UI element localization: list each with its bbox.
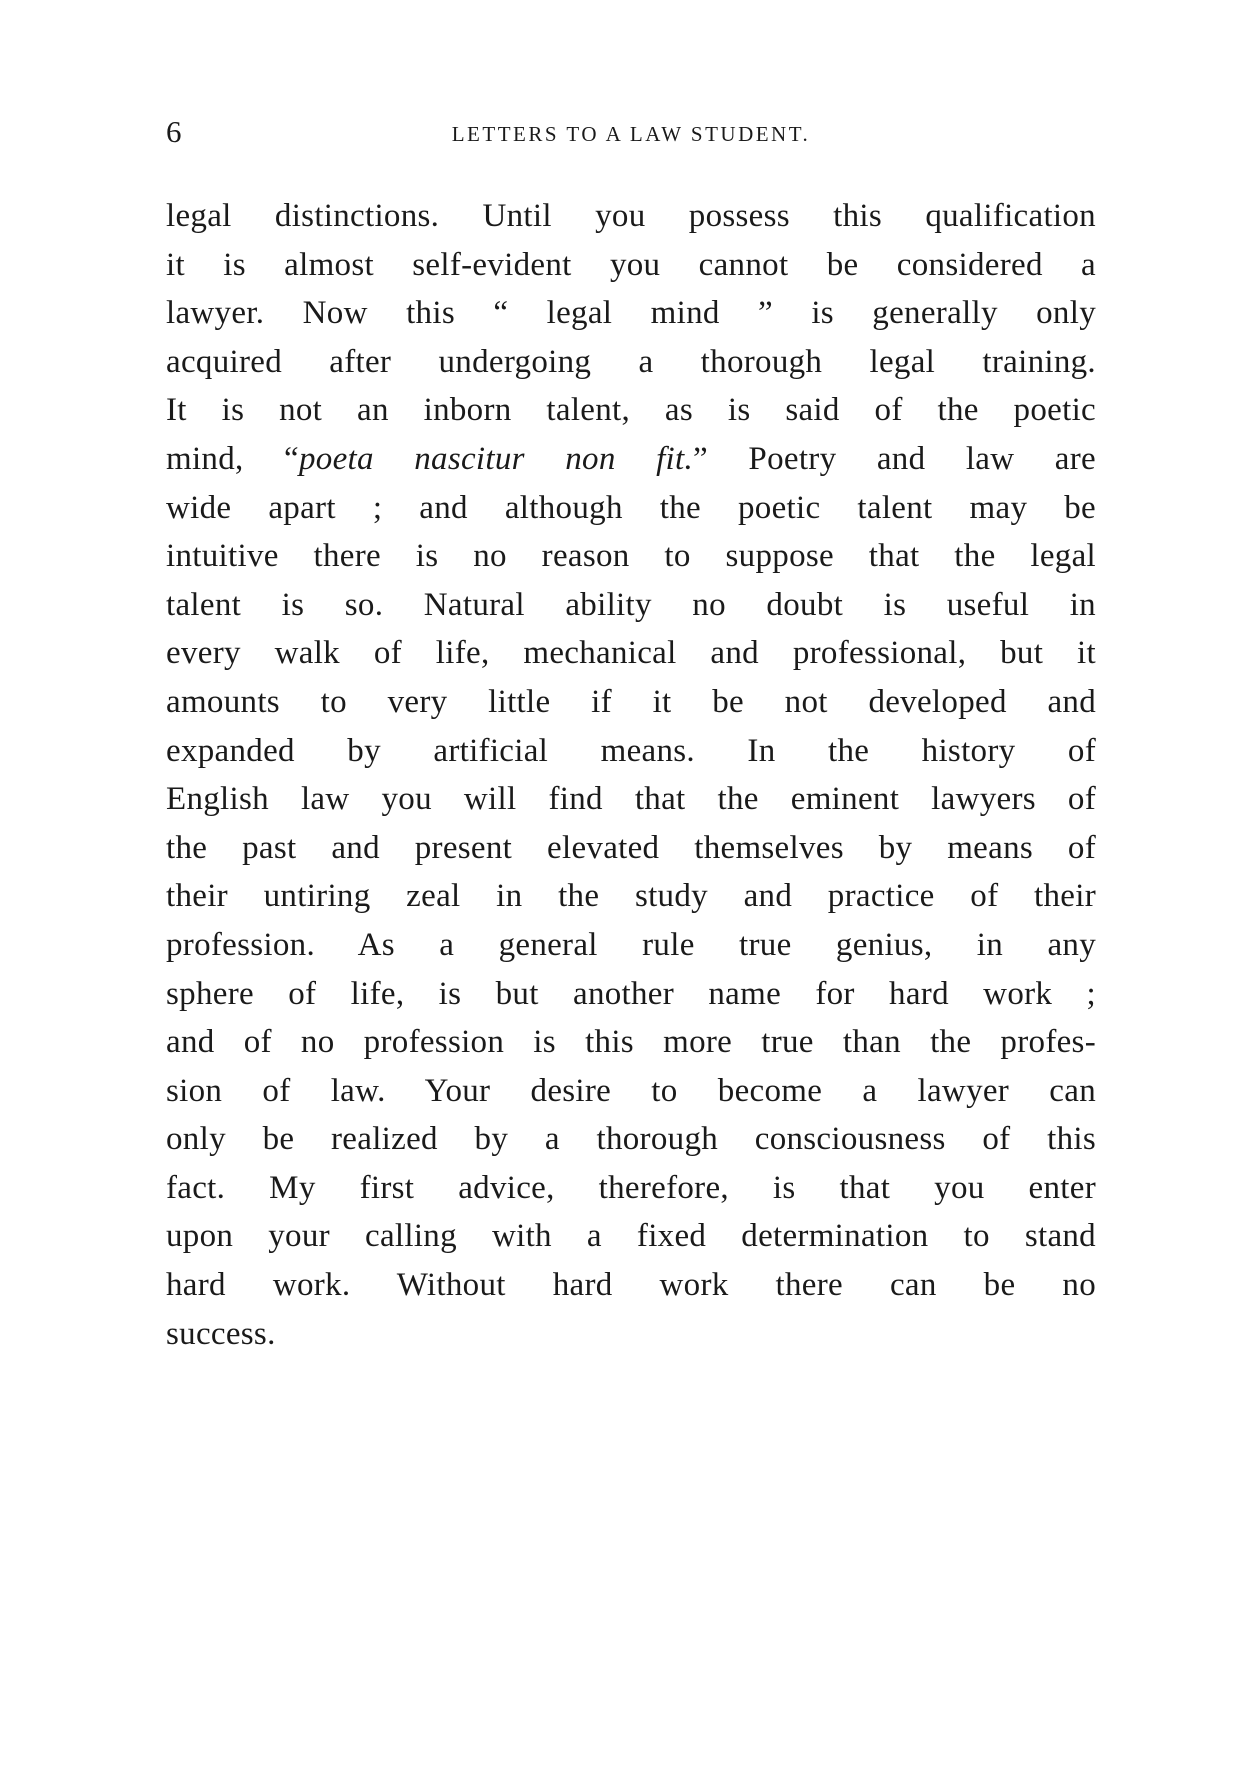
running-head (166, 112, 1096, 152)
text-line: and of no profession is this more true than the profes- (166, 1024, 1096, 1061)
text-line: legal distinctions. Until you possess this qualification (166, 198, 1096, 234)
text-line: acquired after undergoing a thorough legal training. (166, 343, 1096, 380)
text-line: the past and present elevated themselves by means of (166, 829, 1096, 866)
text-line: every walk of life, mechanical and professional, but it (166, 635, 1096, 672)
text-line: intuitive there is no reason to suppose that the legal (166, 538, 1096, 575)
text-line: fact. My first advice, therefore, is that you enter (166, 1169, 1096, 1206)
text-line: English law you will find that the eminent lawyers of (166, 781, 1096, 818)
text-line: sphere of life, is but another name for hard work ; (166, 975, 1096, 1012)
text-line: It is not an inborn talent, as is said of the poetic (166, 392, 1096, 429)
text-line: upon your calling with a fixed determination to stand (166, 1218, 1096, 1255)
text-line: expanded by artificial means. In the history of (166, 732, 1096, 769)
text-line: wide apart ; and although the poetic talent may be (166, 489, 1096, 526)
text-line: profession. As a general rule true genius, in any (166, 926, 1096, 963)
text-line: sion of law. Your desire to become a lawyer can (166, 1072, 1096, 1109)
latin-quotation: poeta nascitur non fit. (298, 440, 694, 477)
text-line-with-latin-quote (166, 435, 1096, 484)
text-line: talent is so. Natural ability no doubt is useful in (166, 586, 1096, 623)
page-number: 6 (166, 114, 182, 149)
text-fragment: ” Poetry and law are (693, 440, 1096, 477)
text-line: lawyer. Now this “ legal mind ” is generally only (166, 295, 1096, 332)
text-line: amounts to very little if it be not developed and (166, 683, 1096, 720)
text-fragment: mind, “ (166, 440, 299, 477)
running-title: LETTERS TO A LAW STUDENT. (451, 122, 811, 146)
body-paragraph (166, 192, 1096, 1358)
text-line: it is almost self-evident you cannot be considered a (166, 246, 1096, 283)
text-line-last: success. (166, 1315, 276, 1352)
text-line: only be realized by a thorough consciousness of this (166, 1121, 1096, 1158)
text-line: hard work. Without hard work there can be no (166, 1267, 1096, 1304)
text-line: their untiring zeal in the study and practice of their (166, 878, 1096, 915)
